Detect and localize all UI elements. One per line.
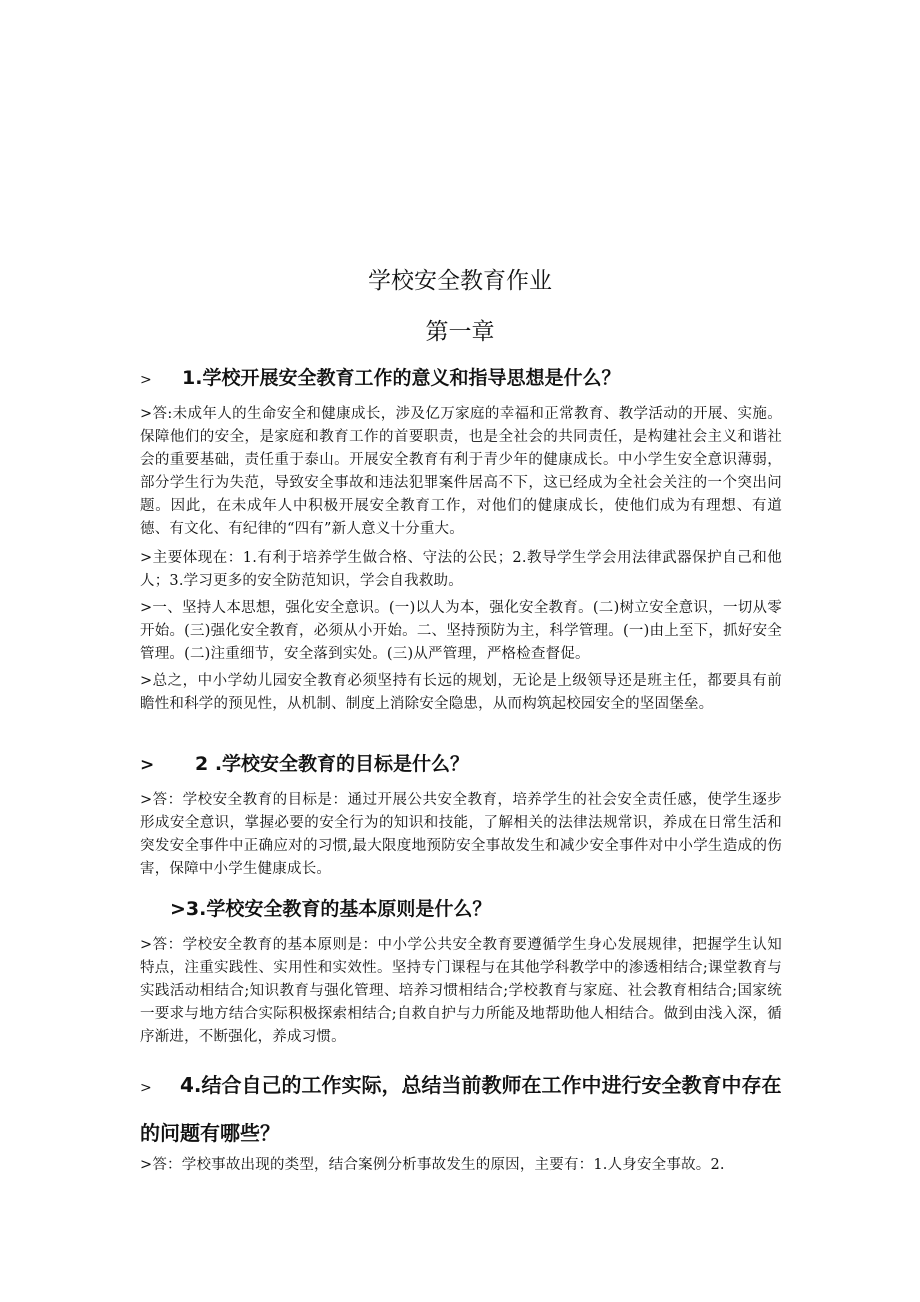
question-text: 2 .学校安全教育的目标是什么？ [195, 753, 470, 775]
answer-paragraph: >答：学校安全教育的基本原则是：中小学公共安全教育要遵循学生身心发展规律，把握学生认知特点，注重实践性、实用性和实效性。坚持专门课程与在其他学科教学中的渗透相结合;课堂教育与实践活动相结合;知识教育与强化管理、培养习惯相结合;学校教育与家庭、社会教育相结合;国家统一要求与地方结合实际积极探索相结合;自救自护与力所能及地帮助他人相结合。做到由浅入深，循序渐进，不断强化，养成习惯。 [140, 937, 782, 1045]
question-text: 1.学校开展安全教育工作的意义和指导思想是什么？ [182, 367, 621, 389]
question-heading-4 [140, 1063, 790, 1156]
question-heading-2 [140, 752, 790, 777]
answer-paragraph: >主要体现在：1.有利于培养学生做合格、守法的公民；2.教导学生学会用法律武器保护自己和他人；3.学习更多的安全防范知识，学会自我救助。 [140, 550, 782, 589]
document-title: 学校安全教育作业 [368, 268, 552, 294]
answer-paragraph: >答：学校事故出现的类型，结合案例分析事故发生的原因，主要有：1.人身安全事故。2. [140, 1157, 725, 1173]
question-marker: > [140, 1080, 152, 1096]
answer-paragraph: >总之，中小学幼儿园安全教育必须坚持有长远的规划，无论是上级领导还是班主任，都要具有前瞻性和科学的预见性，从机制、制度上消除安全隐患，从而构筑起校园安全的坚固堡垒。 [140, 673, 782, 712]
answer-paragraph: >一、坚持人本思想，强化安全意识。(一)以人为本，强化安全教育。(二)树立安全意识，一切从零开始。(三)强化安全教育，必须从小开始。二、坚持预防为主，科学管理。(一)由上至下，抓好安全管理。(二)注重细节，安全落到实处。(三)从严管理，严格检查督促。 [140, 600, 782, 662]
question-marker: > [140, 755, 155, 775]
question-heading-3 [170, 897, 820, 921]
chapter-title: 第一章 [425, 319, 495, 345]
question-heading-1 [140, 366, 790, 392]
answer-paragraph: >答：学校安全教育的目标是：通过开展公共安全教育，培养学生的社会安全责任感，使学生逐步形成安全意识，掌握必要的安全行为的知识和技能，了解相关的法律法规常识，养成在日常生活和突发安全事件中正确应对的习惯,最大限度地预防安全事故发生和减少安全事件对中小学生造成的伤害，保障中小学生健康成长。 [140, 792, 782, 877]
question-marker: > [140, 372, 152, 388]
answer-paragraph: >答:未成年人的生命安全和健康成长，涉及亿万家庭的幸福和正常教育、教学活动的开展、实施。保障他们的安全，是家庭和教育工作的首要职责，也是全社会的共同责任，是构建社会主义和谐社会的重要基础，责任重于泰山。开展安全教育有利于青少年的健康成长。中小学生安全意识薄弱，部分学生行为失范，导致安全事故和违法犯罪案件居高不下，这已经成为全社会关注的一个突出问题。因此，在未成年人中积极开展安全教育工作，对他们的健康成长，使他们成为有理想、有道德、有文化、有纪律的“四有”新人意义十分重大。 [140, 406, 782, 537]
question-text: >3.学校安全教育的基本原则是什么？ [170, 898, 492, 920]
question-text: 4.结合自己的工作实际，总结当前教师在工作中进行安全教育中存在的问题有哪些？ [140, 1073, 782, 1145]
